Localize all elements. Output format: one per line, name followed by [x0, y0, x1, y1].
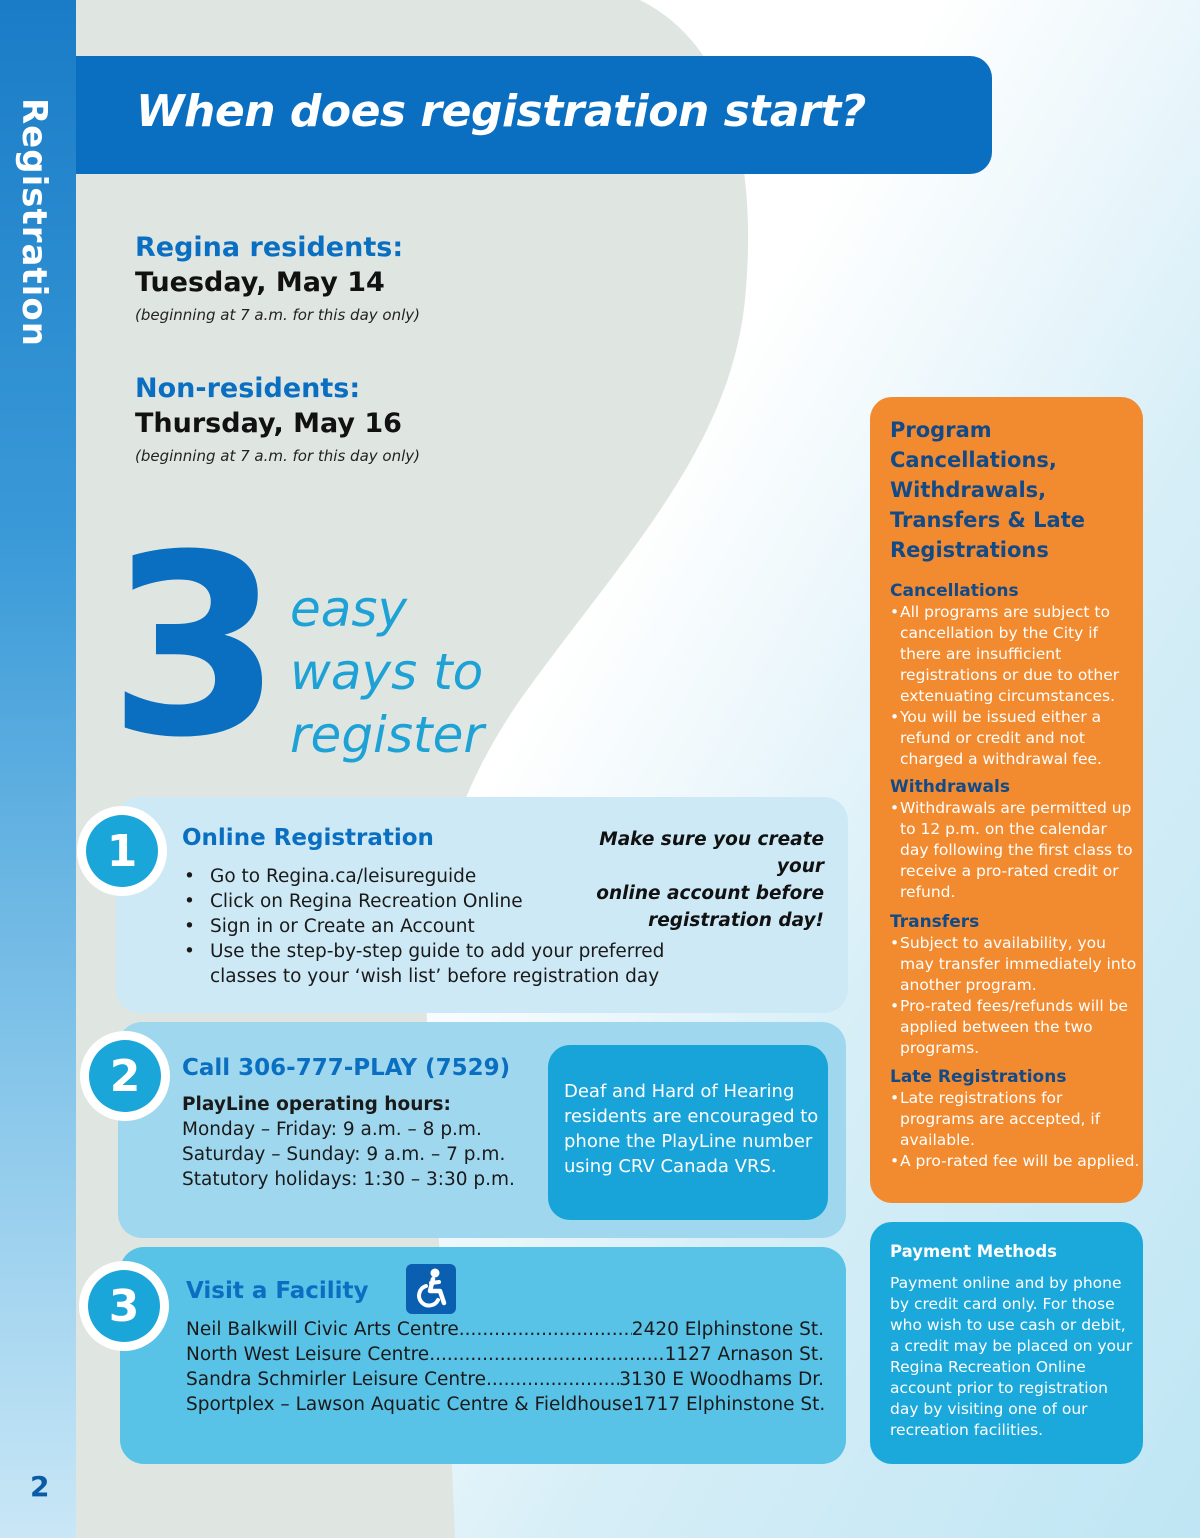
list-item: • Subject to availability, you may transfer immediately into another program. [890, 933, 1140, 996]
transfers-heading: Transfers [890, 912, 980, 932]
payment-methods-box [870, 1222, 1143, 1464]
step-number: 2 [89, 1040, 161, 1112]
facility-address: 1717 Elphinstone St. [633, 1394, 826, 1415]
title-line: Cancellations, [890, 448, 1057, 472]
ways-line: ways to [290, 643, 484, 701]
list-item: • All programs are subject to cancellation by the City if there are insufficient registrations or due to other extenuating circumstances. [890, 602, 1140, 707]
facility-row [186, 1394, 824, 1415]
step-title: Online Registration [182, 825, 434, 851]
dot-leader [429, 1344, 664, 1365]
dot-leader [459, 1319, 632, 1340]
big-number-three: 3 [108, 501, 276, 792]
facility-name: Neil Balkwill Civic Arts Centre [186, 1319, 459, 1340]
list-item: • You will be issued either a refund or credit and not charged a withdrawal fee. [890, 707, 1140, 770]
facility-name: North West Leisure Centre [186, 1344, 430, 1365]
step-number: 3 [88, 1270, 160, 1342]
date-value: Thursday, May 16 [135, 408, 402, 439]
account-reminder [560, 826, 824, 934]
list-item: • Pro-rated fees/refunds will be applied between the two programs. [890, 996, 1140, 1059]
date-label: Regina residents: [135, 232, 404, 263]
withdrawals-list [890, 798, 1140, 903]
accessibility-note: Deaf and Hard of Hearing residents are encouraged to phone the PlayLine number using CRV Canada VRS. [564, 1081, 819, 1177]
title-line: Transfers & Late [890, 508, 1085, 532]
reminder-line: online account before [596, 883, 824, 904]
withdrawals-heading: Withdrawals [890, 777, 1010, 797]
non-residents-date-group [135, 373, 420, 465]
facility-row [186, 1344, 824, 1365]
reminder-line: Make sure you create your [599, 829, 824, 877]
title-line: Withdrawals, [890, 478, 1047, 502]
ways-line: register [290, 706, 484, 764]
late-registrations-list [890, 1088, 1140, 1172]
step-title: Call 306-777-PLAY (7529) [182, 1055, 511, 1081]
payment-title: Payment Methods [890, 1242, 1058, 1261]
residents-date-group [135, 232, 420, 324]
policies-title [890, 415, 1130, 565]
sidebar [0, 0, 76, 1538]
header-banner [76, 56, 992, 174]
facility-name: Sandra Schmirler Leisure Centre [186, 1369, 486, 1390]
ways-heading [290, 578, 484, 767]
hours-line: Saturday – Sunday: 9 a.m. – 7 p.m. [182, 1144, 506, 1165]
step-number-badge [77, 806, 167, 896]
title-line: Registrations [890, 538, 1049, 562]
facility-address: 1127 Arnason St. [664, 1344, 824, 1365]
wheelchair-accessibility-icon [406, 1264, 456, 1314]
list-item: • Late registrations for programs are accepted, if available. [890, 1088, 1140, 1151]
page-title: When does registration start? [136, 86, 866, 137]
date-note: (beginning at 7 a.m. for this day only) [135, 306, 420, 324]
ways-line: easy [290, 580, 408, 638]
accessibility-note-box [548, 1045, 828, 1220]
title-line: Program [890, 418, 992, 442]
date-label: Non-residents: [135, 373, 361, 404]
step-number-badge [79, 1261, 169, 1351]
reminder-line: registration day! [648, 910, 824, 931]
facility-name: Sportplex – Lawson Aquatic Centre & Fieldhouse [186, 1394, 634, 1415]
late-registrations-heading: Late Registrations [890, 1067, 1067, 1087]
dot-leader [486, 1369, 619, 1390]
step-number: 1 [86, 815, 158, 887]
list-item: • Sign in or Create an Account [182, 914, 722, 939]
policies-box [870, 397, 1143, 1203]
facility-address: 3130 E Woodhams Dr. [619, 1369, 824, 1390]
cancellations-heading: Cancellations [890, 581, 1019, 601]
list-item: • A pro-rated fee will be applied. [890, 1151, 1140, 1172]
list-item: • Use the step-by-step guide to add your preferred classes to your ‘wish list’ before registration day [182, 939, 722, 989]
list-item: • Withdrawals are permitted up to 12 p.m. on the calendar day following the first class to receive a pro-rated credit or refund. [890, 798, 1140, 903]
transfers-list [890, 933, 1140, 1059]
section-label: Registration [14, 98, 54, 347]
list-item: • Click on Regina Recreation Online [182, 889, 722, 914]
list-item: • Go to Regina.ca/leisureguide [182, 864, 722, 889]
facility-address: 2420 Elphinstone St. [631, 1319, 824, 1340]
hours-line: Monday – Friday: 9 a.m. – 8 p.m. [182, 1119, 482, 1140]
cancellations-list [890, 602, 1140, 770]
payment-text: Payment online and by phone by credit card only. For those who wish to use cash or debit, a credit may be placed on your Regina Recreation Online account prior to registration day by visiting one of our recreation facilities. [890, 1274, 1133, 1439]
facility-row [186, 1369, 824, 1390]
hours-line: Statutory holidays: 1:30 – 3:30 p.m. [182, 1169, 515, 1190]
date-note: (beginning at 7 a.m. for this day only) [135, 447, 420, 465]
page-number: 2 [30, 1470, 50, 1503]
facility-row [186, 1319, 824, 1340]
date-value: Tuesday, May 14 [135, 267, 385, 298]
step-title: Visit a Facility [186, 1278, 369, 1304]
step-number-badge [80, 1031, 170, 1121]
hours-heading: PlayLine operating hours: [182, 1094, 451, 1115]
